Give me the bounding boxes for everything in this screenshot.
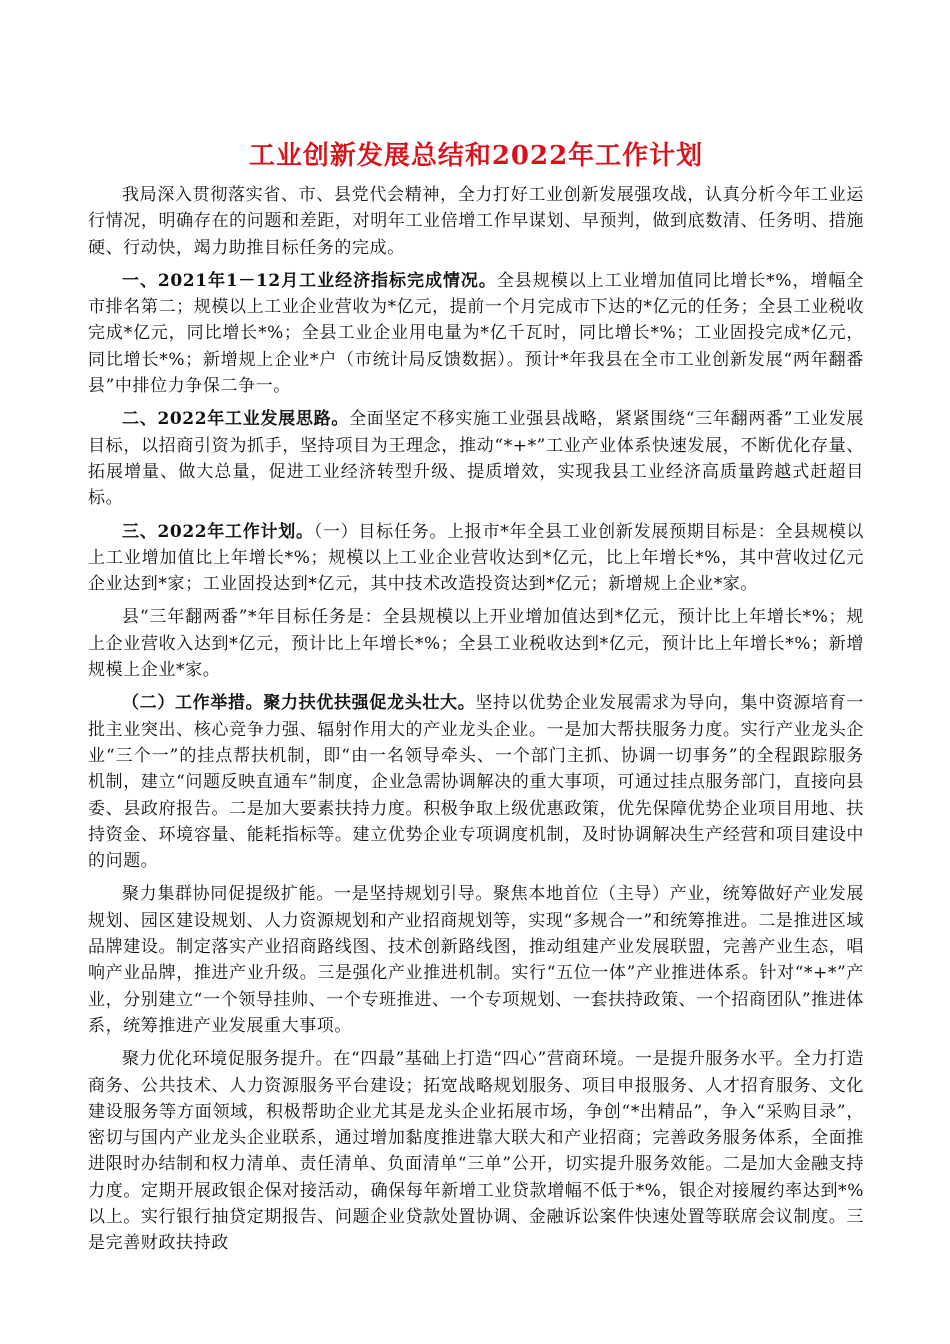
paragraph-intro-text: 我局深入贯彻落实省、市、县党代会精神，全力打好工业创新发展强攻战，认真分析今年工业运行情况，明确存在的问题和差距，对明年工业倍增工作早谋划、早预判，做到底数清、任务明、措施硬、行动快，竭力助推目标任务的完成。 xyxy=(88,185,864,258)
environment-text: 聚力优化环境促服务提升。在“四最”基础上打造“四心”营商环境。一是提升服务水平。全力打造商务、公共技术、人力资源服务平台建设；拓宽战略规划服务、项目申报服务、人才招育服务、文化建设服务等方面领域，积极帮助企业尤其是龙头企业拓展市场，争创“*出精品”，争入“采购目录”，密切与国内产业龙头企业联系，通过增加黏度推进靠大联大和产业招商；完善政务服务体系，全面推进限时办结制和权力清单、责任清单、负面清单“三单”公开，切实提升服务效能。二是加大金融支持力度。定期开展政银企保对接活动，确保每年新增工业贷款增幅不低于*%，银企对接履约率达到*%以上。实行银行抽贷定期报告、问题企业贷款处置协调、金融诉讼案件快速处置等联席会议制度。三是完善财政扶持政 xyxy=(88,1049,864,1254)
section-2-text: 全面坚定不移实施工业强县战略，紧紧围绕“三年翻两番”工业发展目标，以招商引资为抓手，坚持项目为王理念，推动“*+*”工业产业体系快速发展，不断优化存量、拓展增量、做大总量，促进工业经济转型升级、提质增效，实现我县工业经济高质量跨越式赶超目标。 xyxy=(88,409,864,509)
section-3-text: （一）目标任务。上报市*年全县工业创新发展预期目标是：全县规模以上工业增加值比上年增长*%；规模以上工业企业营收达到*亿元，比上年增长*%，其中营收过亿元企业达到*家；工业固投达到*亿元，其中技术改造投资达到*亿元；新增规上企业*家。 xyxy=(88,521,864,595)
paragraph-county-targets xyxy=(88,604,864,683)
cluster-text: 聚力集群协同促提级扩能。一是坚持规划引导。聚焦本地首位（主导）产业，统筹做好产业发展规划、园区建设规划、人力资源规划和产业招商规划等，实现“多规合一”和统筹推进。二是推进区域品牌建设。制定落实产业招商路线图、技术创新路线图，推动组建产业发展联盟，完善产业生态，唱响产业品牌，推进产业升级。三是强化产业推进机制。实行“五位一体”产业推进体系。针对“*+*”产业，分别建立“一个领导挂帅、一个专班推进、一个专项规划、一套扶持政策、一个招商团队”推进体系，统筹推进产业发展重大事项。 xyxy=(88,884,864,1036)
section-3-heading: 三、2022年工作计划。 xyxy=(122,521,314,542)
document-page xyxy=(88,138,864,1264)
measures-heading: （二）工作举措。聚力扶优扶强促龙头壮大。 xyxy=(122,693,476,714)
paragraph-cluster xyxy=(88,881,864,1039)
paragraph-measures xyxy=(88,690,864,874)
document-title: 工业创新发展总结和2022年工作计划 xyxy=(248,141,704,171)
paragraph-environment xyxy=(88,1046,864,1256)
paragraph-section-2 xyxy=(88,406,864,511)
measures-text: 坚持以优势企业发展需求为导向，集中资源培育一批主业突出、核心竞争力强、辐射作用大的产业龙头企业。一是加大帮扶服务力度。实行产业龙头企业“三个一”的挂点帮扶机制，即“由一名领导牵头、一个部门主抓、协调一切事务”的全程跟踪服务机制，建立“问题反映直通车”制度，企业急需协调解决的重大事项，可通过挂点服务部门，直接向县委、县政府报告。二是加大要素扶持力度。积极争取上级优惠政策，优先保障优势企业项目用地、扶持资金、环境容量、能耗指标等。建立优势企业专项调度机制，及时协调解决生产经营和项目建设中的问题。 xyxy=(88,693,865,872)
section-1-text: 全县规模以上工业增加值同比增长*%，增幅全市排名第二；规模以上工业企业营收为*亿元，提前一个月完成市下达的*亿元的任务；全县工业税收完成*亿元，同比增长*%；全县工业企业用电量为*亿千瓦时，同比增长*%；工业固投完成*亿元，同比增长*%；新增规上企业*户（市统计局反馈数据）。预计*年我县在全市工业创新发展“两年翻番县”中排位力争保二争一。 xyxy=(88,270,864,397)
section-2-heading: 二、2022年工业发展思路。 xyxy=(122,409,350,430)
paragraph-section-3 xyxy=(88,519,864,598)
county-targets-text: 县“三年翻两番”*年目标任务是：全县规模以上开业增加值达到*亿元，预计比上年增长*%；规上企业营收入达到*亿元，预计比上年增长*%；全县工业税收达到*亿元，预计比上年增长*%；新增规模上企业*家。 xyxy=(88,607,864,681)
paragraph-intro xyxy=(88,182,864,261)
paragraph-section-1 xyxy=(88,268,864,399)
section-1-heading: 一、2021年1－12月工业经济指标完成情况。 xyxy=(122,270,497,291)
